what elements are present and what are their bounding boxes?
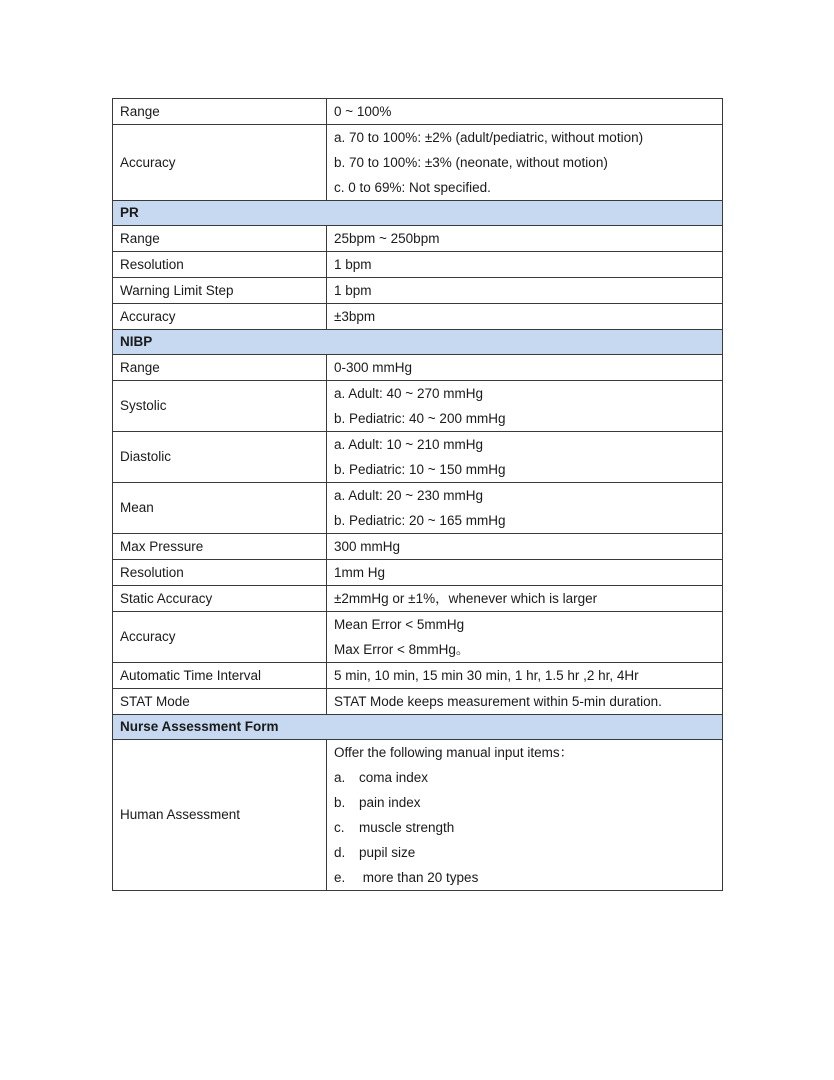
spec-row bbox=[113, 740, 723, 891]
spec-value-text: muscle strength bbox=[359, 820, 455, 835]
spec-value bbox=[327, 663, 723, 689]
spec-value-text: b. Pediatric: 20 ~ 165 mmHg bbox=[334, 513, 506, 528]
spec-value-text: Offer the following manual input items： bbox=[334, 745, 574, 760]
spec-row bbox=[113, 278, 723, 304]
spec-label: Mean bbox=[113, 483, 327, 534]
spec-value-text: a. Adult: 20 ~ 230 mmHg bbox=[334, 488, 483, 503]
spec-row bbox=[113, 586, 723, 612]
list-marker: d. bbox=[334, 845, 346, 860]
spec-value-line bbox=[334, 560, 715, 585]
list-marker: a. bbox=[334, 770, 346, 785]
spec-row bbox=[113, 304, 723, 330]
spec-value-line bbox=[334, 637, 715, 662]
spec-value-line bbox=[334, 840, 715, 865]
spec-value-text: 0 ~ 100% bbox=[334, 104, 392, 119]
spec-row bbox=[113, 125, 723, 201]
spec-value-text: Mean Error < 5mmHg bbox=[334, 617, 465, 632]
section-title: Nurse Assessment Form bbox=[113, 715, 327, 740]
spec-value-text: 5 min, 10 min, 15 min 30 min, 1 hr, 1.5 hr ,2 hr, 4Hr bbox=[334, 668, 639, 683]
spec-label: Range bbox=[113, 355, 327, 381]
spec-value-text: pupil size bbox=[359, 845, 416, 860]
spec-value-text: 300 mmHg bbox=[334, 539, 401, 554]
spec-value-line bbox=[334, 740, 715, 765]
spec-value-text: 1 bpm bbox=[334, 283, 372, 298]
spec-row bbox=[113, 560, 723, 586]
spec-value-text: STAT Mode keeps measurement within 5-min duration. bbox=[334, 694, 662, 709]
spec-label: Diastolic bbox=[113, 432, 327, 483]
spec-value-line bbox=[334, 304, 715, 329]
spec-value bbox=[327, 483, 723, 534]
spec-row bbox=[113, 432, 723, 483]
spec-value-text: 1mm Hg bbox=[334, 565, 386, 580]
spec-value-line bbox=[334, 125, 715, 150]
spec-value-text: a. Adult: 10 ~ 210 mmHg bbox=[334, 437, 483, 452]
section-title-filler bbox=[327, 201, 723, 226]
spec-value-line bbox=[334, 534, 715, 559]
section-header-row bbox=[113, 330, 723, 355]
spec-value-line bbox=[334, 612, 715, 637]
spec-value-text: c. 0 to 69%: Not specified. bbox=[334, 180, 491, 195]
spec-value-text: a. 70 to 100%: ±2% (adult/pediatric, without motion) bbox=[334, 130, 644, 145]
spec-value-line bbox=[334, 790, 715, 815]
spec-value-line bbox=[334, 765, 715, 790]
spec-value-line bbox=[334, 586, 715, 611]
spec-value-text: coma index bbox=[359, 770, 429, 785]
spec-value bbox=[327, 586, 723, 612]
spec-value-text: 0-300 mmHg bbox=[334, 360, 413, 375]
spec-label: Warning Limit Step bbox=[113, 278, 327, 304]
spec-value bbox=[327, 740, 723, 891]
spec-value-line bbox=[334, 432, 715, 457]
spec-value-line bbox=[334, 150, 715, 175]
spec-value-line bbox=[334, 252, 715, 277]
spec-value-text: ±3bpm bbox=[334, 309, 376, 324]
spec-value bbox=[327, 99, 723, 125]
spec-value-line bbox=[334, 508, 715, 533]
spec-value bbox=[327, 252, 723, 278]
spec-value-line bbox=[334, 278, 715, 303]
section-header-row bbox=[113, 201, 723, 226]
section-title-filler bbox=[327, 715, 723, 740]
spec-value-line bbox=[334, 689, 715, 714]
spec-value-text: b. Pediatric: 40 ~ 200 mmHg bbox=[334, 411, 506, 426]
spec-value-text: pain index bbox=[359, 795, 421, 810]
spec-value-text: more than 20 types bbox=[359, 870, 479, 885]
spec-table-body bbox=[113, 99, 723, 891]
spec-label: Max Pressure bbox=[113, 534, 327, 560]
spec-value-text: 25bpm ~ 250bpm bbox=[334, 231, 440, 246]
spec-value bbox=[327, 689, 723, 715]
spec-row bbox=[113, 663, 723, 689]
spec-value-line bbox=[334, 226, 715, 251]
spec-value-line bbox=[334, 865, 715, 890]
spec-value bbox=[327, 612, 723, 663]
spec-row bbox=[113, 355, 723, 381]
spec-value bbox=[327, 226, 723, 252]
spec-label: Accuracy bbox=[113, 304, 327, 330]
spec-value-text: ±2mmHg or ±1%，whenever which is larger bbox=[334, 591, 598, 606]
spec-value-line bbox=[334, 381, 715, 406]
spec-label: Resolution bbox=[113, 252, 327, 278]
spec-row bbox=[113, 612, 723, 663]
spec-label: Accuracy bbox=[113, 125, 327, 201]
spec-value-text: Max Error < 8mmHg。 bbox=[334, 642, 470, 657]
spec-value-line bbox=[334, 175, 715, 200]
spec-value-line bbox=[334, 99, 715, 124]
spec-value bbox=[327, 125, 723, 201]
spec-value-line bbox=[334, 355, 715, 380]
spec-row bbox=[113, 381, 723, 432]
spec-value bbox=[327, 534, 723, 560]
list-marker: e. bbox=[334, 870, 346, 885]
list-marker: c. bbox=[334, 820, 345, 835]
spec-label: Accuracy bbox=[113, 612, 327, 663]
spec-value bbox=[327, 560, 723, 586]
spec-value-line bbox=[334, 457, 715, 482]
section-title: NIBP bbox=[113, 330, 327, 355]
spec-label: Automatic Time Interval bbox=[113, 663, 327, 689]
spec-value-line bbox=[334, 406, 715, 431]
spec-value-line bbox=[334, 815, 715, 840]
spec-value bbox=[327, 278, 723, 304]
spec-row bbox=[113, 99, 723, 125]
spec-value bbox=[327, 304, 723, 330]
spec-row bbox=[113, 689, 723, 715]
spec-row bbox=[113, 534, 723, 560]
spec-row bbox=[113, 252, 723, 278]
spec-value-text: b. Pediatric: 10 ~ 150 mmHg bbox=[334, 462, 506, 477]
spec-label: Range bbox=[113, 226, 327, 252]
spec-label: Resolution bbox=[113, 560, 327, 586]
spec-label: Systolic bbox=[113, 381, 327, 432]
spec-value-line bbox=[334, 483, 715, 508]
spec-value-text: a. Adult: 40 ~ 270 mmHg bbox=[334, 386, 483, 401]
spec-label: Range bbox=[113, 99, 327, 125]
spec-value bbox=[327, 432, 723, 483]
spec-value-line bbox=[334, 663, 715, 688]
section-title: PR bbox=[113, 201, 327, 226]
spec-value bbox=[327, 355, 723, 381]
spec-value-text: 1 bpm bbox=[334, 257, 372, 272]
spec-row bbox=[113, 226, 723, 252]
spec-label: Static Accuracy bbox=[113, 586, 327, 612]
spec-table bbox=[112, 98, 723, 891]
section-header-row bbox=[113, 715, 723, 740]
spec-row bbox=[113, 483, 723, 534]
spec-label: STAT Mode bbox=[113, 689, 327, 715]
spec-value bbox=[327, 381, 723, 432]
spec-label: Human Assessment bbox=[113, 740, 327, 891]
section-title-filler bbox=[327, 330, 723, 355]
spec-value-text: b. 70 to 100%: ±3% (neonate, without motion) bbox=[334, 155, 608, 170]
list-marker: b. bbox=[334, 795, 346, 810]
